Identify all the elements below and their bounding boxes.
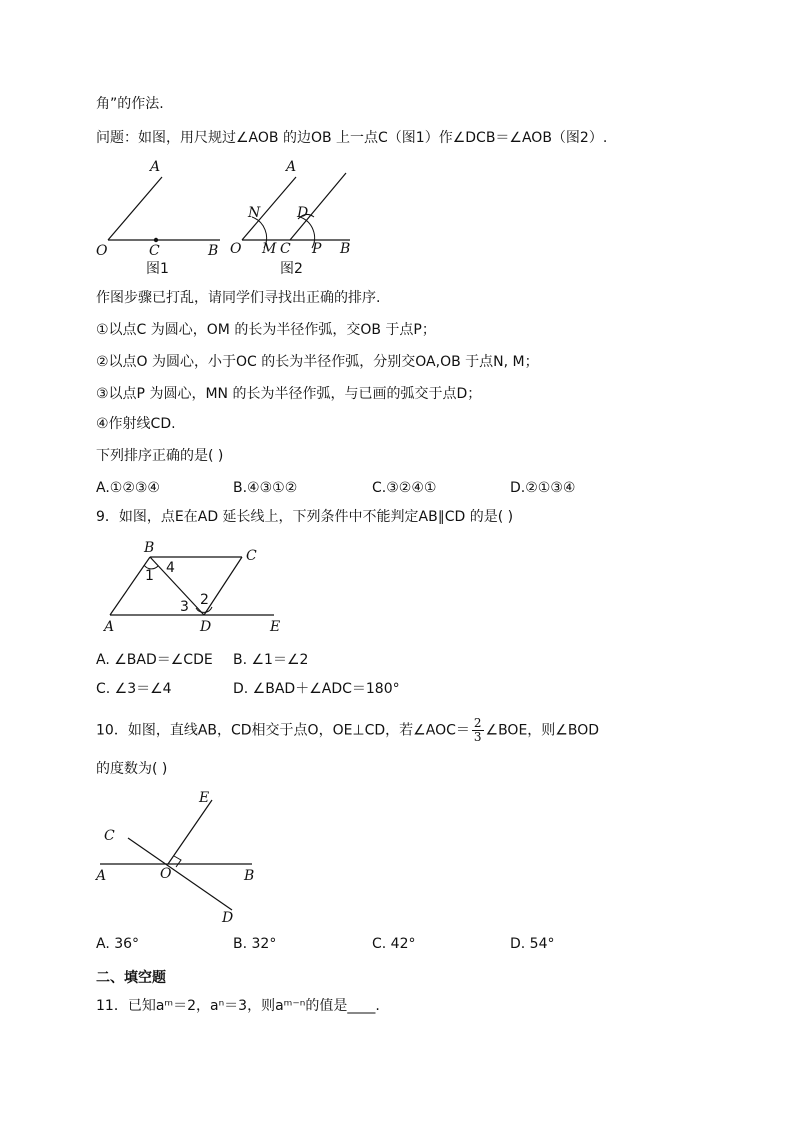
label-o-q10: O — [160, 866, 172, 882]
q9-option-d[interactable]: D. ∠BAD＋∠ADC＝180° — [233, 681, 400, 697]
q8-ask: 下列排序正确的是( ) — [96, 448, 224, 464]
label-d-q9: D — [200, 619, 212, 635]
right-angle-mark — [174, 856, 181, 867]
label-d: D — [297, 205, 309, 221]
label-1: 1 — [145, 568, 154, 584]
label-m: M — [262, 241, 277, 257]
label-4: 4 — [166, 560, 175, 576]
q8-step-1: ①以点C 为圆心，OM 的长为半径作弧，交OB 于点P； — [96, 322, 436, 338]
q8-option-b[interactable]: B.④③①② — [233, 480, 298, 496]
label-o-2: O — [230, 241, 242, 257]
q8-step-2: ②以点O 为圆心，小于OC 的长为半径作弧，分别交OA,OB 于点N, M； — [96, 354, 539, 370]
point-c — [154, 238, 158, 242]
q10-frac-den: 3 — [473, 730, 482, 744]
q8-option-a[interactable]: A.①②③④ — [96, 480, 160, 496]
q9-option-b[interactable]: B. ∠1＝∠2 — [233, 652, 309, 668]
q10-stem-c: 的度数为( ) — [96, 761, 168, 777]
q10-option-d[interactable]: D. 54° — [510, 936, 555, 952]
fig1-caption: 图1 — [146, 261, 169, 277]
q8-steps-intro: 作图步骤已打乱，请同学们寻找出正确的排序. — [96, 290, 381, 306]
ray-oe — [168, 800, 212, 864]
fig2-caption: 图2 — [280, 261, 303, 277]
q11-stem: 11．已知aᵐ＝2，aⁿ＝3，则aᵐ⁻ⁿ的值是____. — [96, 998, 380, 1014]
label-c: C — [149, 243, 160, 259]
label-d-q10: D — [222, 910, 234, 926]
label-n: N — [248, 205, 261, 221]
q10-option-c[interactable]: C. 42° — [372, 936, 416, 952]
label-a: A — [150, 159, 161, 175]
label-a-2: A — [286, 159, 297, 175]
q10-option-b[interactable]: B. 32° — [233, 936, 277, 952]
label-o: O — [96, 243, 108, 259]
q9-option-a[interactable]: A. ∠BAD＝∠CDE — [96, 652, 213, 668]
q8-step-4: ④作射线CD. — [96, 416, 176, 432]
label-b-q10: B — [244, 868, 255, 884]
label-c-q9: C — [246, 548, 257, 564]
figure-q9 — [100, 538, 300, 638]
q8-option-d[interactable]: D.②①③④ — [510, 480, 576, 496]
ray-oa — [108, 177, 162, 240]
q8-step-3: ③以点P 为圆心，MN 的长为半径作弧，与已画的弧交于点D； — [96, 386, 482, 402]
q10-stem-a: 10．如图，直线AB，CD相交于点O，OE⊥CD，若∠AOC＝ — [96, 722, 470, 739]
q10-stem — [96, 717, 599, 744]
label-c-q10: C — [104, 828, 115, 844]
q9-stem: 9．如图，点E在AD 延长线上，下列条件中不能判定AB∥CD 的是( ) — [96, 509, 514, 525]
label-a-q10: A — [96, 868, 107, 884]
label-a-q9: A — [104, 619, 115, 635]
label-e-q10: E — [199, 790, 210, 806]
q10-frac-num: 2 — [473, 716, 482, 730]
q8-option-c[interactable]: C.③②④① — [372, 480, 437, 496]
figure-1 — [90, 155, 230, 280]
figure-q10 — [92, 788, 272, 928]
label-b: B — [208, 243, 219, 259]
line-cd-q10 — [128, 838, 232, 910]
label-p: P — [312, 241, 322, 257]
q10-option-a[interactable]: A. 36° — [96, 936, 140, 952]
q10-stem-b: ∠BOE，则∠BOD — [485, 722, 599, 739]
label-3: 3 — [180, 599, 189, 615]
label-b-q9: B — [144, 540, 155, 556]
line-cd — [204, 557, 242, 615]
label-c-2: C — [280, 241, 291, 257]
line-bd — [150, 557, 204, 615]
q9-option-c[interactable]: C. ∠3＝∠4 — [96, 681, 172, 697]
q8-problem: 问题：如图，用尺规过∠AOB 的边OB 上一点C（图1）作∠DCB＝∠AOB（图2）. — [96, 130, 608, 146]
label-b-2: B — [340, 241, 351, 257]
intro-tail: 角”的作法. — [96, 96, 164, 112]
label-e-q9: E — [270, 619, 281, 635]
q10-fraction — [472, 717, 484, 744]
figure-2 — [228, 155, 368, 280]
label-2: 2 — [200, 592, 209, 608]
section-2-heading: 二、填空题 — [96, 970, 166, 986]
